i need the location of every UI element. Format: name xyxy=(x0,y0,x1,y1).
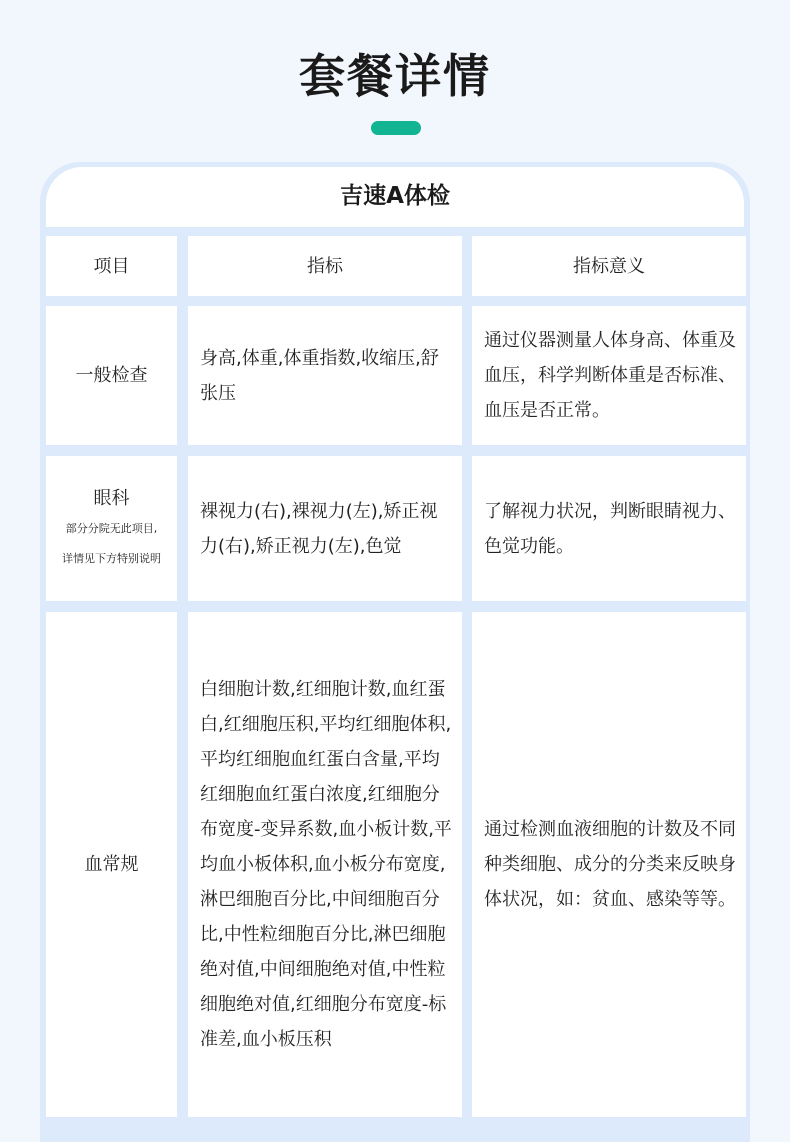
row-blood-indicators xyxy=(188,612,462,1117)
indicators-text: 裸视力(右),裸视力(左),矫正视力(右),矫正视力(左),色觉 xyxy=(200,500,438,557)
row-blood-meaning xyxy=(472,612,746,1117)
page-title: 套餐详情 xyxy=(299,49,491,103)
row-eye-meaning xyxy=(472,456,746,601)
title-accent-bar xyxy=(371,121,421,135)
header-indicators: 指标 xyxy=(188,236,462,296)
row-general-indicators xyxy=(188,306,462,445)
meaning-text: 通过仪器测量人体身高、体重及血压，科学判断体重是否标准、血压是否正常。 xyxy=(484,330,736,421)
eye-item-label: 眼科 xyxy=(93,487,130,509)
row-general-meaning xyxy=(472,306,746,445)
meaning-text: 通过检测血液细胞的计数及不同种类细胞、成分的分类来反映身体状况，如：贫血、感染等等。 xyxy=(484,819,736,910)
header-meaning: 指标意义 xyxy=(472,236,746,296)
row-general-item: 一般检查 xyxy=(46,306,177,445)
row-eye-indicators xyxy=(188,456,462,601)
indicators-text: 白细胞计数,红细胞计数,血红蛋白,红细胞压积,平均红细胞体积,平均红细胞血红蛋白含量,平均红细胞血红蛋白浓度,红细胞分布宽度-变异系数,血小板计数,平均血小板体积,血小板分布宽度,淋巴细胞百分比,中间细胞百分比,中性粒细胞百分比,淋巴细胞绝对值,中间细胞绝对值,中性粒细胞绝对值,红细胞分布宽度-标准差,血小板压积 xyxy=(200,679,452,1050)
package-name: 吉速A体检 xyxy=(46,167,744,227)
row-eye-item xyxy=(46,456,177,601)
indicators-text: 身高,体重,体重指数,收缩压,舒张压 xyxy=(200,347,439,404)
meaning-text: 了解视力状况，判断眼睛视力、色觉功能。 xyxy=(484,500,736,557)
row-blood-item: 血常规 xyxy=(46,612,177,1117)
eye-item-stack xyxy=(62,484,161,574)
header-item: 项目 xyxy=(46,236,177,296)
eye-item-note-1: 部分分院无此项目, xyxy=(65,521,158,535)
eye-item-note-2: 详情见下方特别说明 xyxy=(62,551,161,565)
